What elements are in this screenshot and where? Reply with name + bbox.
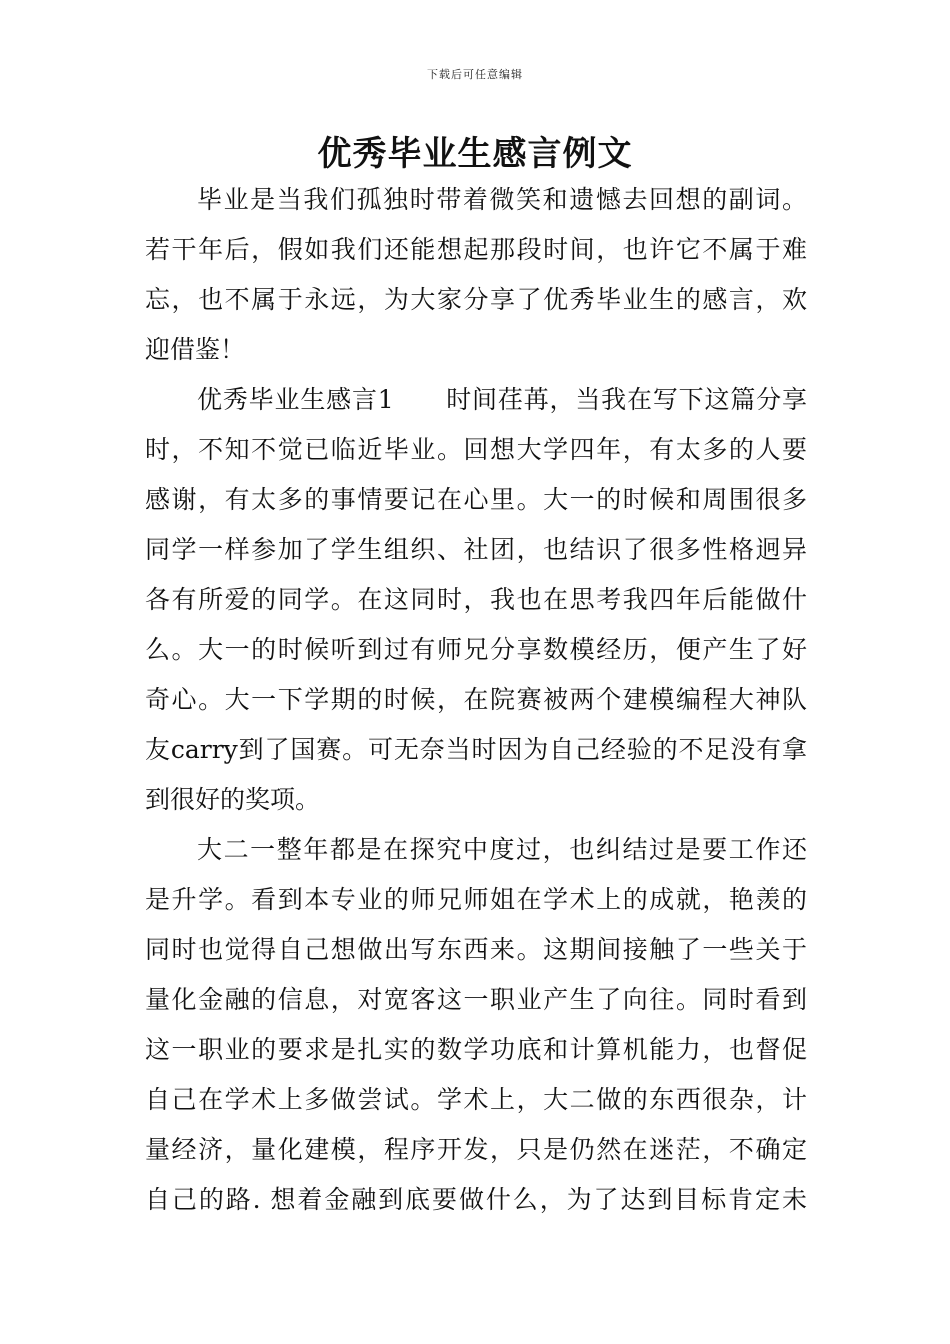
text-line: 自己的路. 想着金融到底要做什么，为了达到目标肯定未 — [145, 1185, 807, 1214]
text-line: 感谢，有太多的事情要记在心里。大一的时候和周围很多 — [145, 485, 807, 514]
text-line: 同时也觉得自己想做出写东西来。这期间接触了一些关于 — [145, 935, 807, 964]
paragraph-year-two — [145, 825, 807, 1225]
text-line: 大二一整年都是在探究中度过，也纠结过是要工作还 — [197, 835, 807, 864]
text-line: 自己在学术上多做尝试。学术上，大二做的东西很杂，计 — [145, 1085, 807, 1114]
text-line: 奇心。大一下学期的时候，在院赛被两个建模编程大神队 — [145, 685, 807, 714]
text-line: 么。大一的时候听到过有师兄分享数模经历，便产生了好 — [145, 635, 807, 664]
text-line: 若干年后，假如我们还能想起那段时间，也许它不属于难 — [145, 235, 807, 264]
document-body — [145, 175, 807, 1225]
text-line: 是升学。看到本专业的师兄师姐在学术上的成就，艳羡的 — [145, 885, 807, 914]
header-note: 下载后可任意编辑 — [427, 68, 523, 81]
text-line: 量经济，量化建模，程序开发，只是仍然在迷茫，不确定 — [145, 1135, 807, 1164]
text-line: 到很好的奖项。 — [145, 785, 321, 814]
text-line: 时，不知不觉已临近毕业。回想大学四年，有太多的人要 — [145, 435, 807, 464]
paragraph-intro — [145, 175, 807, 375]
text-line: 毕业是当我们孤独时带着微笑和遗憾去回想的副词。 — [197, 185, 807, 214]
paragraph-speech-1 — [145, 375, 807, 825]
text-line: 同学一样参加了学生组织、社团，也结识了很多性格迥异 — [145, 535, 807, 564]
page-title: 优秀毕业生感言例文 — [317, 134, 633, 174]
text-line: 友carry到了国赛。可无奈当时因为自己经验的不足没有拿 — [145, 735, 807, 764]
text-line: 忘，也不属于永远，为大家分享了优秀毕业生的感言，欢 — [145, 285, 807, 314]
text-line: 量化金融的信息，对宽客这一职业产生了向往。同时看到 — [145, 985, 807, 1014]
text-line: 这一职业的要求是扎实的数学功底和计算机能力，也督促 — [145, 1035, 807, 1064]
text-line: 优秀毕业生感言1 时间荏苒，当我在写下这篇分享 — [197, 385, 807, 414]
text-line: 各有所爱的同学。在这同时，我也在思考我四年后能做什 — [145, 585, 807, 614]
text-line: 迎借鉴！ — [145, 335, 246, 364]
